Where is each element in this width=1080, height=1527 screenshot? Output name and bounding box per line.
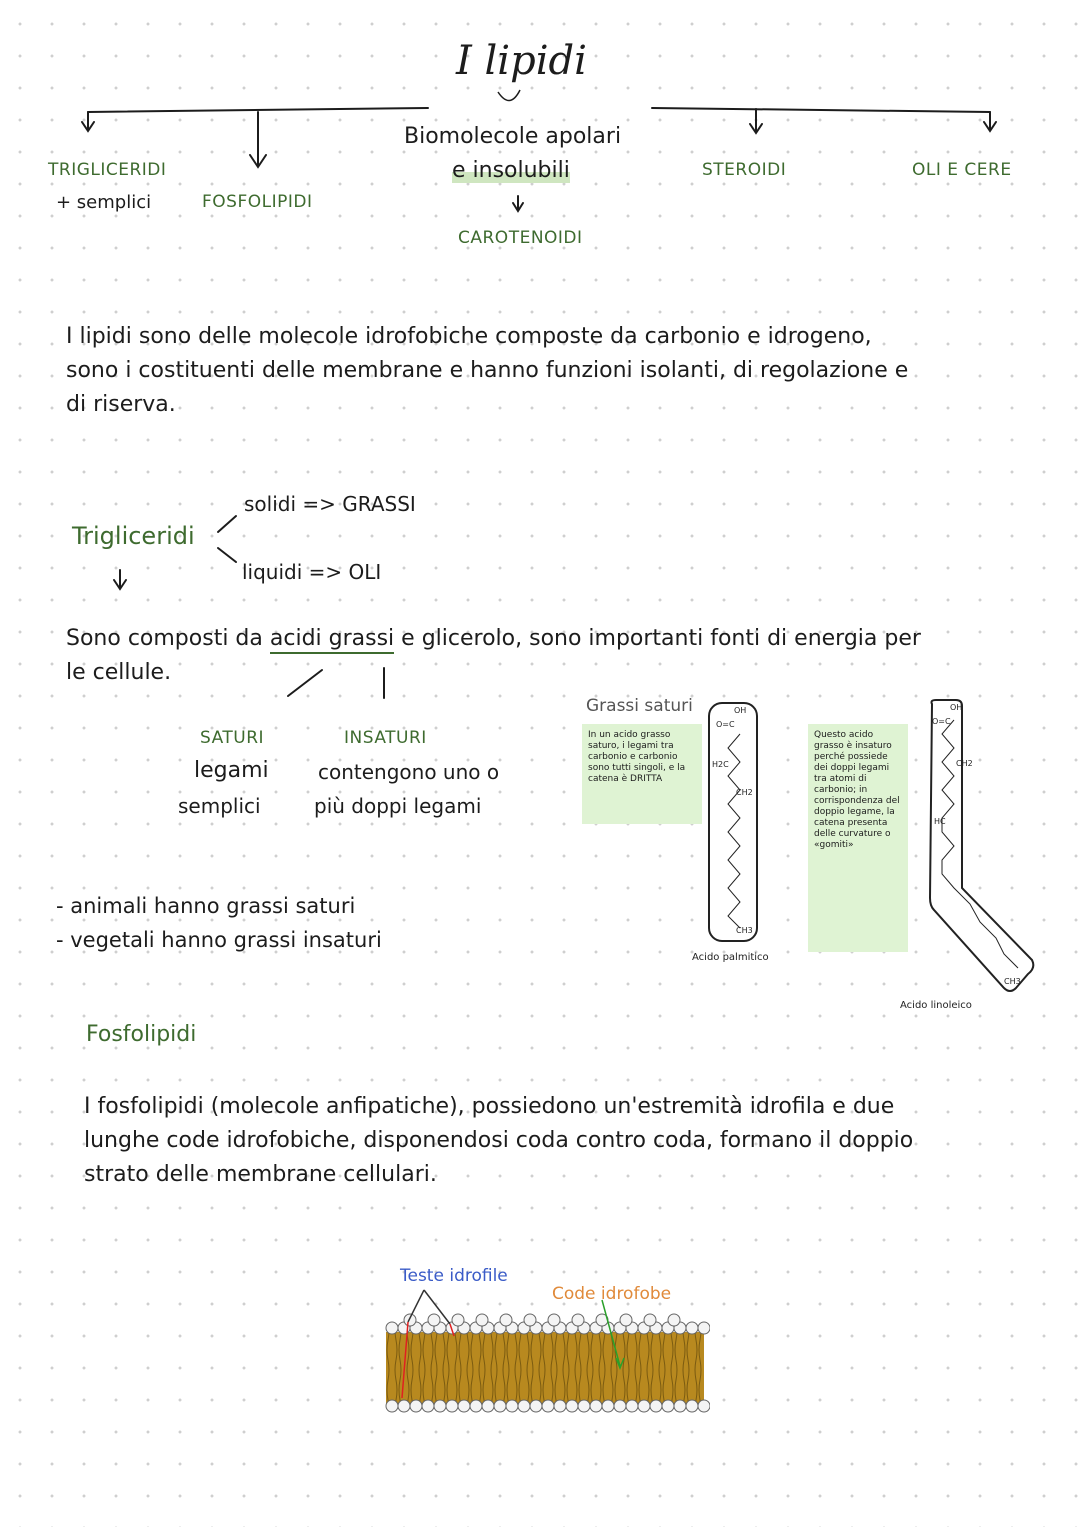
- insaturi-label: INSATURI: [344, 728, 427, 748]
- linoleic-acid-molecule: [920, 698, 1038, 998]
- linoleic-oh: OH: [950, 703, 963, 712]
- grassi-saturi-title: Grassi saturi: [586, 696, 693, 716]
- palmitic-chain: [710, 704, 756, 940]
- chem-ch2: CH2: [736, 788, 753, 797]
- center-node-line2-text: e insolubili: [452, 158, 570, 183]
- teste-idrofile-label: Teste idrofile: [400, 1266, 508, 1286]
- fosfolipidi-line2: lunghe code idrofobiche, disponendosi coda contro coda, formano il doppio: [84, 1128, 914, 1153]
- chem-h2c: H2C: [712, 760, 729, 769]
- center-node-line1: Biomolecole apolari: [404, 124, 622, 149]
- intro-line3: di riserva.: [66, 392, 176, 417]
- solidi-text: solidi => GRASSI: [244, 492, 416, 516]
- trigliceridi-line1: [66, 622, 1046, 656]
- vegetali-line: - vegetali hanno grassi insaturi: [56, 928, 382, 952]
- saturi-note: In un acido grasso saturo, i legami tra carbonio e carbonio sono tutti singoli, e la catena è DRITTA: [582, 724, 702, 824]
- chem-carbonyl: O=C: [716, 720, 735, 729]
- linoleic-ch2: CH2: [956, 759, 973, 768]
- fosfolipidi-line3: strato delle membrane cellulari.: [84, 1162, 437, 1187]
- insaturi-desc1: contengono uno o: [318, 760, 500, 784]
- trigliceridi-line1-a: Sono composti da: [66, 626, 263, 651]
- linoleic-ch3: CH3: [1004, 977, 1021, 986]
- branch-steroidi: STEROIDI: [702, 160, 787, 180]
- chem-oh: OH: [734, 706, 747, 715]
- fosfolipidi-line1: I fosfolipidi (molecole anfipatiche), possiedono un'estremità idrofila e due: [84, 1094, 895, 1119]
- insaturi-note: Questo acido grasso è insaturo perché possiede dei doppi legami tra atomi di carbonio; in corrispondenza del doppio legame, la catena presenta delle curvature o «gomiti»: [808, 724, 908, 952]
- branch-carotenoidi: CAROTENOIDI: [458, 228, 583, 248]
- intro-line1: I lipidi sono delle molecole idrofobiche composte da carbonio e idrogeno,: [66, 324, 872, 349]
- trigliceridi-line2: le cellule.: [66, 660, 172, 685]
- linoleic-label: Acido linoleico: [900, 1000, 972, 1011]
- intro-paragraph: [66, 320, 1046, 422]
- saturi-desc2: semplici: [178, 794, 261, 818]
- saturi-label: SATURI: [200, 728, 265, 748]
- acidi-grassi: acidi grassi: [270, 626, 394, 654]
- trigliceridi-line1-c: e glicerolo, sono importanti fonti di energia per: [401, 626, 921, 651]
- liquidi-line: [242, 560, 381, 584]
- palmitic-label: Acido palmitico: [692, 952, 769, 963]
- linoleic-carbonyl: O=C: [932, 717, 951, 726]
- linoleic-hc: HC: [934, 817, 946, 826]
- branch-trigliceridi-sub: + semplici: [56, 192, 152, 213]
- liquidi-text: liquidi => OLI: [242, 560, 382, 584]
- chem-ch3: CH3: [736, 926, 753, 935]
- solidi-line: [244, 492, 416, 516]
- branch-oli-cere: OLI E CERE: [912, 160, 1012, 180]
- fosfolipidi-heading: Fosfolipidi: [86, 1022, 197, 1047]
- insaturi-desc2: più doppi legami: [314, 794, 482, 818]
- intro-line2: sono i costituenti delle membrane e hanno funzioni isolanti, di regolazione e: [66, 358, 909, 383]
- fosfolipidi-paragraph: [84, 1090, 1044, 1192]
- code-idrofobe-label: Code idrofobe: [552, 1284, 672, 1304]
- trigliceridi-heading: Trigliceridi: [72, 522, 195, 550]
- center-node-line2: [452, 158, 570, 183]
- palmitic-acid-molecule: [708, 702, 758, 942]
- branch-fosfolipidi: FOSFOLIPIDI: [202, 192, 313, 212]
- trigliceridi-paragraph: [66, 622, 1046, 690]
- phospholipid-bilayer: [380, 1280, 710, 1420]
- page-title: I lipidi: [456, 38, 587, 84]
- saturi-desc1: legami: [194, 758, 269, 783]
- animali-line: - animali hanno grassi saturi: [56, 894, 356, 918]
- branch-trigliceridi: TRIGLICERIDI: [48, 160, 167, 180]
